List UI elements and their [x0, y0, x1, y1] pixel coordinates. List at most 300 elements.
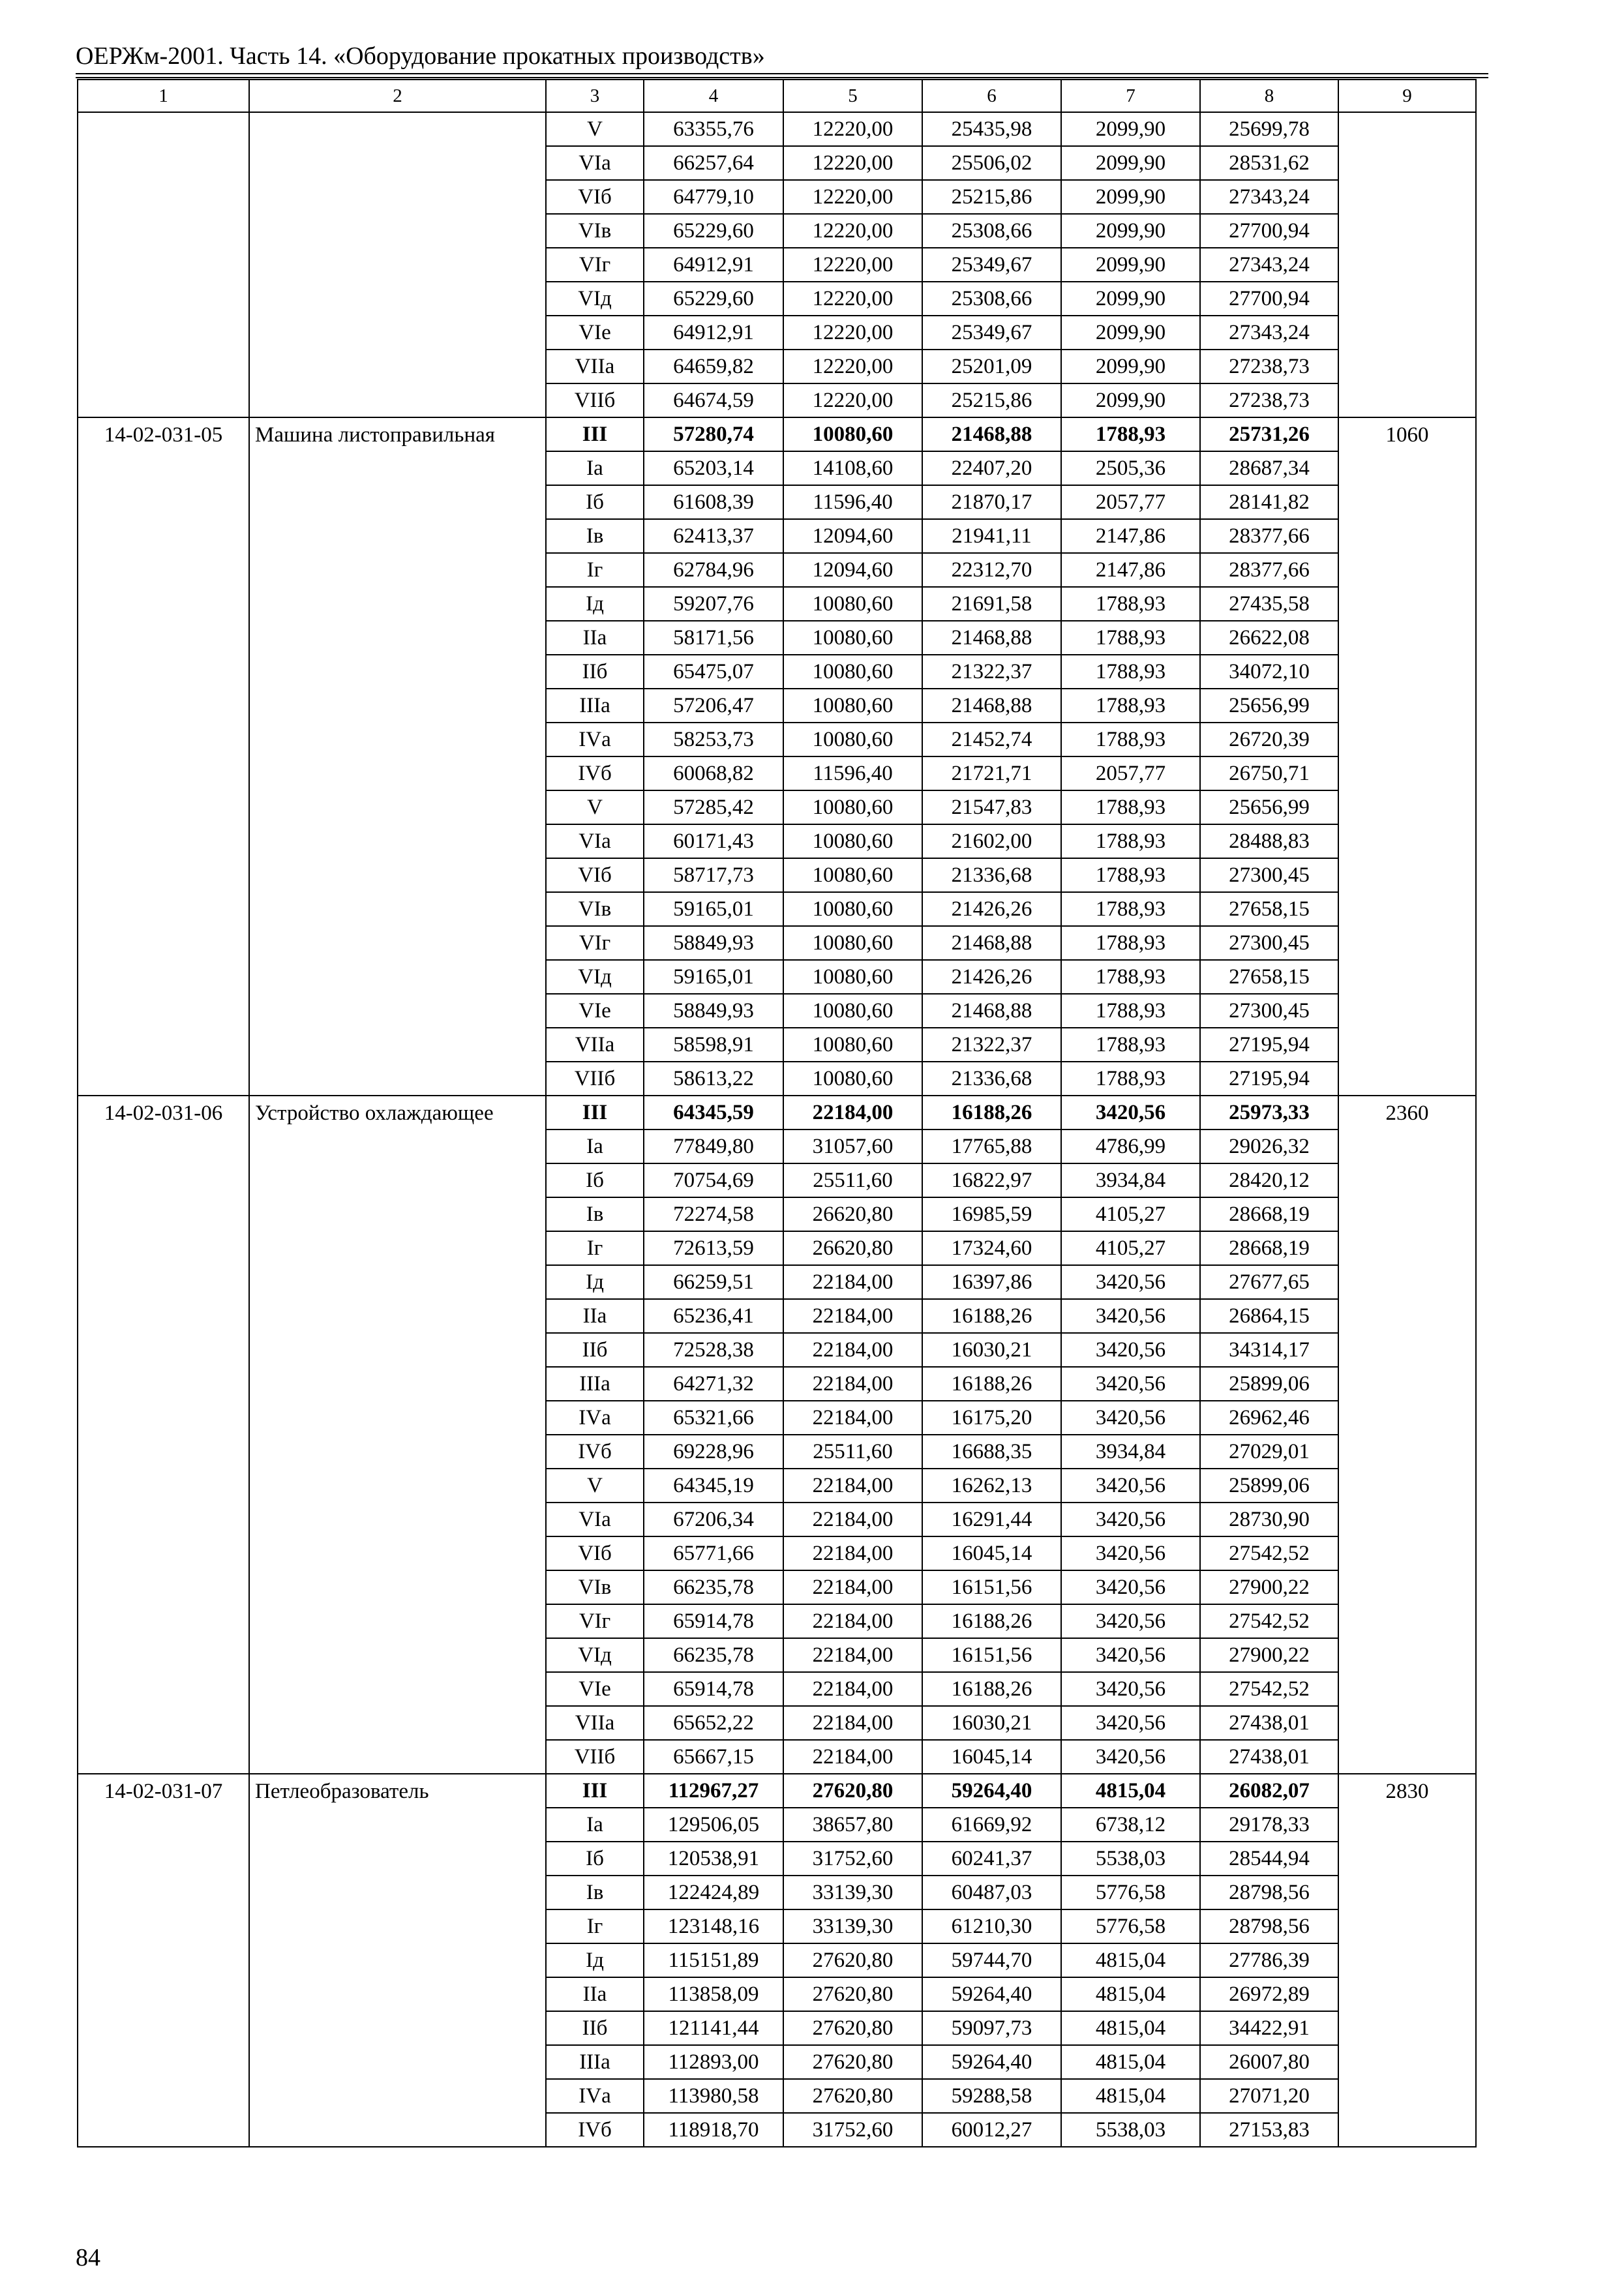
- column-number: 8: [1200, 80, 1338, 112]
- value-cell: 4815,04: [1061, 1943, 1200, 1977]
- value-cell: 27438,01: [1200, 1740, 1338, 1774]
- item-name-cell: Машина листоправильная: [249, 417, 546, 1096]
- value-cell: 59264,40: [922, 1977, 1061, 2011]
- value-cell: 2099,90: [1061, 146, 1200, 180]
- value-cell: 10080,60: [783, 824, 922, 858]
- value-cell: 129506,05: [644, 1808, 783, 1842]
- value-cell: 1788,93: [1061, 587, 1200, 621]
- zone-cell: Iб: [546, 485, 644, 519]
- value-cell: 1788,93: [1061, 655, 1200, 689]
- value-cell: 16188,26: [922, 1604, 1061, 1638]
- value-cell: 25511,60: [783, 1163, 922, 1197]
- value-cell: 21468,88: [922, 621, 1061, 655]
- value-cell: 60171,43: [644, 824, 783, 858]
- zone-cell: IVа: [546, 723, 644, 756]
- value-cell: 118918,70: [644, 2113, 783, 2147]
- zone-cell: V: [546, 112, 644, 146]
- value-cell: 65475,07: [644, 655, 783, 689]
- zone-cell: VIб: [546, 180, 644, 214]
- value-cell: 31752,60: [783, 1842, 922, 1876]
- value-cell: 16188,26: [922, 1096, 1061, 1130]
- column-number: 2: [249, 80, 546, 112]
- zone-cell: VIв: [546, 892, 644, 926]
- zone-cell: IIб: [546, 655, 644, 689]
- header-rule: [76, 77, 1488, 78]
- column-number: 3: [546, 80, 644, 112]
- value-cell: 25656,99: [1200, 790, 1338, 824]
- zone-cell: Iд: [546, 587, 644, 621]
- value-cell: 10080,60: [783, 892, 922, 926]
- value-cell: 16397,86: [922, 1265, 1061, 1299]
- value-cell: 2099,90: [1061, 214, 1200, 248]
- zone-cell: VIIа: [546, 1028, 644, 1062]
- value-cell: 22184,00: [783, 1672, 922, 1706]
- item-code-cell: 14-02-031-05: [78, 417, 249, 1096]
- value-cell: 22184,00: [783, 1401, 922, 1435]
- value-cell: 16291,44: [922, 1503, 1061, 1536]
- value-cell: 61669,92: [922, 1808, 1061, 1842]
- value-cell: 113980,58: [644, 2079, 783, 2113]
- value-cell: 21721,71: [922, 756, 1061, 790]
- column-number: 5: [783, 80, 922, 112]
- value-cell: 27620,80: [783, 2045, 922, 2079]
- zone-cell: VIд: [546, 1638, 644, 1672]
- zone-cell: V: [546, 790, 644, 824]
- value-cell: 3420,56: [1061, 1096, 1200, 1130]
- value-cell: 3420,56: [1061, 1265, 1200, 1299]
- value-cell: 10080,60: [783, 417, 922, 451]
- value-cell: 27658,15: [1200, 960, 1338, 994]
- value-cell: 28377,66: [1200, 519, 1338, 553]
- value-cell: 17765,88: [922, 1130, 1061, 1163]
- value-cell: 26620,80: [783, 1231, 922, 1265]
- value-cell: 27620,80: [783, 2011, 922, 2045]
- value-cell: 4786,99: [1061, 1130, 1200, 1163]
- column-number: 7: [1061, 80, 1200, 112]
- zone-cell: VIIб: [546, 1740, 644, 1774]
- col9-cell: 2360: [1338, 1096, 1476, 1774]
- value-cell: 27153,83: [1200, 2113, 1338, 2147]
- value-cell: 25349,67: [922, 316, 1061, 350]
- value-cell: 16030,21: [922, 1706, 1061, 1740]
- value-cell: 34072,10: [1200, 655, 1338, 689]
- table-row: [78, 1774, 1476, 1808]
- value-cell: 28488,83: [1200, 824, 1338, 858]
- value-cell: 16688,35: [922, 1435, 1061, 1469]
- value-cell: 5538,03: [1061, 2113, 1200, 2147]
- value-cell: 123148,16: [644, 1909, 783, 1943]
- zone-cell: VIа: [546, 824, 644, 858]
- value-cell: 22184,00: [783, 1469, 922, 1503]
- value-cell: 59264,40: [922, 1774, 1061, 1808]
- value-cell: 64271,32: [644, 1367, 783, 1401]
- value-cell: 2057,77: [1061, 756, 1200, 790]
- value-cell: 27786,39: [1200, 1943, 1338, 1977]
- zone-cell: IVб: [546, 2113, 644, 2147]
- value-cell: 65771,66: [644, 1536, 783, 1570]
- value-cell: 22184,00: [783, 1333, 922, 1367]
- column-number: 1: [78, 80, 249, 112]
- zone-cell: IIб: [546, 1333, 644, 1367]
- zone-cell: IIIа: [546, 1367, 644, 1401]
- value-cell: 65229,60: [644, 282, 783, 316]
- value-cell: 3934,84: [1061, 1163, 1200, 1197]
- zone-cell: VIIб: [546, 1062, 644, 1096]
- zone-cell: Iг: [546, 1231, 644, 1265]
- value-cell: 10080,60: [783, 858, 922, 892]
- value-cell: 10080,60: [783, 960, 922, 994]
- value-cell: 28544,94: [1200, 1842, 1338, 1876]
- zone-cell: VIг: [546, 1604, 644, 1638]
- value-cell: 21468,88: [922, 689, 1061, 723]
- zone-cell: Iа: [546, 1808, 644, 1842]
- value-cell: 27343,24: [1200, 248, 1338, 282]
- value-cell: 28668,19: [1200, 1231, 1338, 1265]
- value-cell: 58849,93: [644, 926, 783, 960]
- zone-cell: Iб: [546, 1842, 644, 1876]
- value-cell: 115151,89: [644, 1943, 783, 1977]
- value-cell: 112967,27: [644, 1774, 783, 1808]
- value-cell: 26622,08: [1200, 621, 1338, 655]
- item-code-cell: 14-02-031-07: [78, 1774, 249, 2147]
- value-cell: 25506,02: [922, 146, 1061, 180]
- value-cell: 25511,60: [783, 1435, 922, 1469]
- value-cell: 25973,33: [1200, 1096, 1338, 1130]
- value-cell: 22184,00: [783, 1570, 922, 1604]
- value-cell: 22184,00: [783, 1503, 922, 1536]
- value-cell: 10080,60: [783, 587, 922, 621]
- value-cell: 22184,00: [783, 1367, 922, 1401]
- value-cell: 27542,52: [1200, 1672, 1338, 1706]
- value-cell: 58849,93: [644, 994, 783, 1028]
- zone-cell: IIIа: [546, 689, 644, 723]
- value-cell: 17324,60: [922, 1231, 1061, 1265]
- value-cell: 59097,73: [922, 2011, 1061, 2045]
- value-cell: 26620,80: [783, 1197, 922, 1231]
- value-cell: 27620,80: [783, 1774, 922, 1808]
- value-cell: 3420,56: [1061, 1536, 1200, 1570]
- value-cell: 21468,88: [922, 994, 1061, 1028]
- value-cell: 28798,56: [1200, 1876, 1338, 1909]
- value-cell: 38657,80: [783, 1808, 922, 1842]
- value-cell: 31752,60: [783, 2113, 922, 2147]
- value-cell: 10080,60: [783, 655, 922, 689]
- value-cell: 27343,24: [1200, 316, 1338, 350]
- value-cell: 10080,60: [783, 790, 922, 824]
- value-cell: 59264,40: [922, 2045, 1061, 2079]
- zone-cell: Iа: [546, 1130, 644, 1163]
- value-cell: 58171,56: [644, 621, 783, 655]
- item-name-cell: Петлеобразователь: [249, 1774, 546, 2147]
- value-cell: 27900,22: [1200, 1570, 1338, 1604]
- value-cell: 66235,78: [644, 1570, 783, 1604]
- zone-cell: VIд: [546, 282, 644, 316]
- value-cell: 2099,90: [1061, 350, 1200, 383]
- value-cell: 28531,62: [1200, 146, 1338, 180]
- value-cell: 1788,93: [1061, 926, 1200, 960]
- value-cell: 1788,93: [1061, 960, 1200, 994]
- value-cell: 27238,73: [1200, 350, 1338, 383]
- value-cell: 28141,82: [1200, 485, 1338, 519]
- value-cell: 65229,60: [644, 214, 783, 248]
- value-cell: 16175,20: [922, 1401, 1061, 1435]
- value-cell: 12220,00: [783, 282, 922, 316]
- item-code-cell: [78, 112, 249, 417]
- value-cell: 25349,67: [922, 248, 1061, 282]
- value-cell: 65914,78: [644, 1604, 783, 1638]
- value-cell: 33139,30: [783, 1876, 922, 1909]
- value-cell: 62413,37: [644, 519, 783, 553]
- value-cell: 25308,66: [922, 214, 1061, 248]
- zone-cell: V: [546, 1469, 644, 1503]
- zone-cell: III: [546, 1096, 644, 1130]
- value-cell: 25308,66: [922, 282, 1061, 316]
- value-cell: 21322,37: [922, 1028, 1061, 1062]
- value-cell: 64912,91: [644, 316, 783, 350]
- value-cell: 27071,20: [1200, 2079, 1338, 2113]
- value-cell: 22184,00: [783, 1536, 922, 1570]
- value-cell: 12220,00: [783, 180, 922, 214]
- value-cell: 60487,03: [922, 1876, 1061, 1909]
- value-cell: 21426,26: [922, 892, 1061, 926]
- value-cell: 1788,93: [1061, 790, 1200, 824]
- table-body: [78, 80, 1476, 2147]
- table-row: [78, 112, 1476, 146]
- value-cell: 16151,56: [922, 1638, 1061, 1672]
- zone-cell: VIб: [546, 1536, 644, 1570]
- value-cell: 16262,13: [922, 1469, 1061, 1503]
- zone-cell: Iг: [546, 553, 644, 587]
- value-cell: 72528,38: [644, 1333, 783, 1367]
- value-cell: 25215,86: [922, 180, 1061, 214]
- zone-cell: VIIа: [546, 1706, 644, 1740]
- value-cell: 122424,89: [644, 1876, 783, 1909]
- value-cell: 25201,09: [922, 350, 1061, 383]
- value-cell: 1788,93: [1061, 824, 1200, 858]
- value-cell: 28420,12: [1200, 1163, 1338, 1197]
- value-cell: 27620,80: [783, 1943, 922, 1977]
- value-cell: 27300,45: [1200, 994, 1338, 1028]
- value-cell: 25899,06: [1200, 1367, 1338, 1401]
- value-cell: 21322,37: [922, 655, 1061, 689]
- value-cell: 1788,93: [1061, 994, 1200, 1028]
- value-cell: 12094,60: [783, 553, 922, 587]
- value-cell: 4815,04: [1061, 2045, 1200, 2079]
- value-cell: 60241,37: [922, 1842, 1061, 1876]
- value-cell: 2147,86: [1061, 553, 1200, 587]
- value-cell: 31057,60: [783, 1130, 922, 1163]
- value-cell: 27238,73: [1200, 383, 1338, 417]
- value-cell: 4815,04: [1061, 2079, 1200, 2113]
- value-cell: 27435,58: [1200, 587, 1338, 621]
- value-cell: 57285,42: [644, 790, 783, 824]
- value-cell: 25699,78: [1200, 112, 1338, 146]
- value-cell: 26720,39: [1200, 723, 1338, 756]
- zone-cell: VIг: [546, 248, 644, 282]
- value-cell: 26962,46: [1200, 1401, 1338, 1435]
- value-cell: 69228,96: [644, 1435, 783, 1469]
- value-cell: 58598,91: [644, 1028, 783, 1062]
- value-cell: 25731,26: [1200, 417, 1338, 451]
- value-cell: 5776,58: [1061, 1876, 1200, 1909]
- value-cell: 21426,26: [922, 960, 1061, 994]
- zone-cell: VIе: [546, 316, 644, 350]
- zone-cell: Iг: [546, 1909, 644, 1943]
- value-cell: 12094,60: [783, 519, 922, 553]
- value-cell: 64345,19: [644, 1469, 783, 1503]
- value-cell: 27542,52: [1200, 1604, 1338, 1638]
- value-cell: 3420,56: [1061, 1333, 1200, 1367]
- value-cell: 16985,59: [922, 1197, 1061, 1231]
- value-cell: 27195,94: [1200, 1062, 1338, 1096]
- value-cell: 21602,00: [922, 824, 1061, 858]
- zone-cell: Iв: [546, 1197, 644, 1231]
- zone-cell: VIв: [546, 1570, 644, 1604]
- value-cell: 60068,82: [644, 756, 783, 790]
- value-cell: 16822,97: [922, 1163, 1061, 1197]
- value-cell: 60012,27: [922, 2113, 1061, 2147]
- value-cell: 65321,66: [644, 1401, 783, 1435]
- value-cell: 27300,45: [1200, 858, 1338, 892]
- value-cell: 34314,17: [1200, 1333, 1338, 1367]
- value-cell: 33139,30: [783, 1909, 922, 1943]
- value-cell: 4105,27: [1061, 1197, 1200, 1231]
- zone-cell: IIа: [546, 621, 644, 655]
- value-cell: 12220,00: [783, 146, 922, 180]
- value-cell: 27438,01: [1200, 1706, 1338, 1740]
- value-cell: 3420,56: [1061, 1638, 1200, 1672]
- value-cell: 65236,41: [644, 1299, 783, 1333]
- zone-cell: IIа: [546, 1299, 644, 1333]
- value-cell: 14108,60: [783, 451, 922, 485]
- value-cell: 21468,88: [922, 417, 1061, 451]
- zone-cell: VIд: [546, 960, 644, 994]
- value-cell: 22184,00: [783, 1740, 922, 1774]
- value-cell: 67206,34: [644, 1503, 783, 1536]
- value-cell: 66259,51: [644, 1265, 783, 1299]
- column-number: 9: [1338, 80, 1476, 112]
- value-cell: 29026,32: [1200, 1130, 1338, 1163]
- value-cell: 11596,40: [783, 756, 922, 790]
- value-cell: 70754,69: [644, 1163, 783, 1197]
- value-cell: 25899,06: [1200, 1469, 1338, 1503]
- value-cell: 61608,39: [644, 485, 783, 519]
- zone-cell: IIб: [546, 2011, 644, 2045]
- value-cell: 2505,36: [1061, 451, 1200, 485]
- value-cell: 2147,86: [1061, 519, 1200, 553]
- value-cell: 27542,52: [1200, 1536, 1338, 1570]
- zone-cell: VIб: [546, 858, 644, 892]
- zone-cell: VIа: [546, 1503, 644, 1536]
- value-cell: 3420,56: [1061, 1469, 1200, 1503]
- value-cell: 2099,90: [1061, 112, 1200, 146]
- value-cell: 3420,56: [1061, 1740, 1200, 1774]
- value-cell: 10080,60: [783, 1062, 922, 1096]
- zone-cell: VIIа: [546, 350, 644, 383]
- value-cell: 6738,12: [1061, 1808, 1200, 1842]
- value-cell: 11596,40: [783, 485, 922, 519]
- page-number: 84: [76, 2244, 100, 2271]
- value-cell: 22407,20: [922, 451, 1061, 485]
- value-cell: 25656,99: [1200, 689, 1338, 723]
- value-cell: 3420,56: [1061, 1299, 1200, 1333]
- value-cell: 27620,80: [783, 1977, 922, 2011]
- zone-cell: IIа: [546, 1977, 644, 2011]
- value-cell: 10080,60: [783, 621, 922, 655]
- value-cell: 21452,74: [922, 723, 1061, 756]
- item-name-cell: [249, 112, 546, 417]
- value-cell: 22184,00: [783, 1706, 922, 1740]
- value-cell: 77849,80: [644, 1130, 783, 1163]
- value-cell: 16030,21: [922, 1333, 1061, 1367]
- value-cell: 65652,22: [644, 1706, 783, 1740]
- price-table: [77, 79, 1477, 2147]
- value-cell: 16045,14: [922, 1740, 1061, 1774]
- value-cell: 27677,65: [1200, 1265, 1338, 1299]
- value-cell: 28687,34: [1200, 451, 1338, 485]
- value-cell: 12220,00: [783, 383, 922, 417]
- value-cell: 3420,56: [1061, 1706, 1200, 1740]
- value-cell: 16045,14: [922, 1536, 1061, 1570]
- zone-cell: IVб: [546, 756, 644, 790]
- header-rule: [76, 73, 1488, 74]
- value-cell: 10080,60: [783, 1028, 922, 1062]
- value-cell: 58717,73: [644, 858, 783, 892]
- zone-cell: III: [546, 417, 644, 451]
- zone-cell: Iв: [546, 1876, 644, 1909]
- value-cell: 12220,00: [783, 316, 922, 350]
- value-cell: 28377,66: [1200, 553, 1338, 587]
- value-cell: 22184,00: [783, 1604, 922, 1638]
- value-cell: 72613,59: [644, 1231, 783, 1265]
- value-cell: 57206,47: [644, 689, 783, 723]
- value-cell: 5538,03: [1061, 1842, 1200, 1876]
- value-cell: 34422,91: [1200, 2011, 1338, 2045]
- value-cell: 16188,26: [922, 1672, 1061, 1706]
- value-cell: 28798,56: [1200, 1909, 1338, 1943]
- zone-cell: VIв: [546, 214, 644, 248]
- value-cell: 21691,58: [922, 587, 1061, 621]
- value-cell: 21468,88: [922, 926, 1061, 960]
- zone-cell: Iд: [546, 1265, 644, 1299]
- col9-cell: 2830: [1338, 1774, 1476, 2147]
- value-cell: 64674,59: [644, 383, 783, 417]
- value-cell: 2099,90: [1061, 248, 1200, 282]
- value-cell: 4105,27: [1061, 1231, 1200, 1265]
- value-cell: 112893,00: [644, 2045, 783, 2079]
- value-cell: 4815,04: [1061, 1977, 1200, 2011]
- value-cell: 10080,60: [783, 994, 922, 1028]
- value-cell: 3420,56: [1061, 1570, 1200, 1604]
- value-cell: 64779,10: [644, 180, 783, 214]
- value-cell: 72274,58: [644, 1197, 783, 1231]
- value-cell: 2099,90: [1061, 180, 1200, 214]
- value-cell: 27195,94: [1200, 1028, 1338, 1062]
- value-cell: 21547,83: [922, 790, 1061, 824]
- value-cell: 22184,00: [783, 1265, 922, 1299]
- value-cell: 21336,68: [922, 858, 1061, 892]
- value-cell: 28730,90: [1200, 1503, 1338, 1536]
- value-cell: 16151,56: [922, 1570, 1061, 1604]
- value-cell: 12220,00: [783, 112, 922, 146]
- item-code-cell: 14-02-031-06: [78, 1096, 249, 1774]
- value-cell: 62784,96: [644, 553, 783, 587]
- value-cell: 1788,93: [1061, 892, 1200, 926]
- value-cell: 27029,01: [1200, 1435, 1338, 1469]
- value-cell: 3934,84: [1061, 1435, 1200, 1469]
- value-cell: 59288,58: [922, 2079, 1061, 2113]
- value-cell: 58613,22: [644, 1062, 783, 1096]
